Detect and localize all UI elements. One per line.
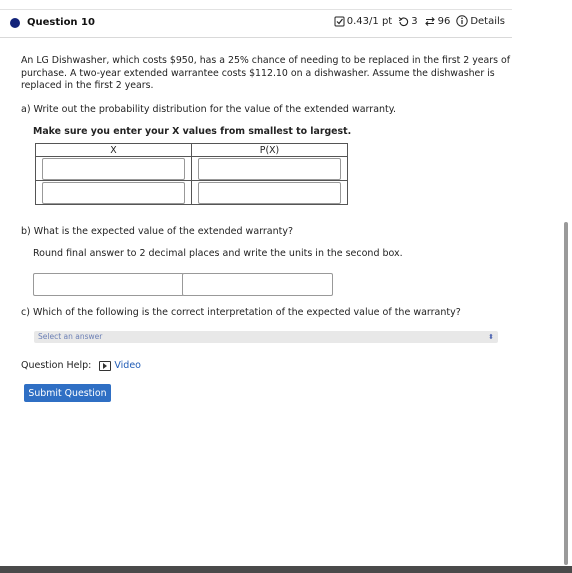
score-text: 0.43/1 pt	[346, 15, 393, 27]
table-cell	[36, 181, 192, 205]
retry-icon	[398, 16, 409, 27]
checkbox-icon	[334, 16, 345, 27]
expected-value-input[interactable]	[33, 273, 184, 296]
interpretation-select[interactable]	[34, 331, 498, 343]
question-help	[21, 360, 141, 371]
video-label: Video	[114, 360, 141, 371]
question-header	[0, 10, 512, 38]
px-value-input-2[interactable]	[198, 182, 341, 204]
attempts-count: 96	[437, 15, 451, 27]
x-value-input-2[interactable]	[42, 182, 185, 204]
details-button[interactable]	[456, 15, 505, 27]
swap-arrows-icon	[424, 16, 436, 27]
question-help-label: Question Help:	[21, 360, 92, 371]
column-header-x: X	[36, 144, 192, 157]
units-input[interactable]	[182, 273, 333, 296]
column-header-px: P(X)	[192, 144, 348, 157]
scrollbar[interactable]	[564, 222, 568, 565]
question-title: Question 10	[27, 17, 95, 28]
x-value-input-1[interactable]	[42, 158, 185, 180]
part-b-prompt: b) What is the expected value of the extended warranty?	[21, 226, 294, 237]
submit-question-button[interactable]: Submit Question	[24, 384, 111, 402]
part-a-instruction: Make sure you enter your X values from smallest to largest.	[33, 126, 352, 137]
px-value-input-1[interactable]	[198, 158, 341, 180]
details-label: Details	[470, 15, 505, 27]
table-row	[36, 157, 348, 181]
part-b-instruction: Round final answer to 2 decimal places and write the units in the second box.	[33, 248, 403, 259]
video-icon	[99, 361, 111, 371]
part-c-prompt: c) Which of the following is the correct interpretation of the expected value of the warranty?	[21, 307, 461, 318]
table-cell	[36, 157, 192, 181]
problem-statement: An LG Dishwasher, which costs $950, has a 25% chance of needing to be replaced in the first 2 years of purchase. A two-year extended warrantee costs $112.10 on a dishwasher. Assume the dishwasher is replaced in the first 2 years.	[21, 55, 511, 91]
table-cell	[192, 157, 348, 181]
table-row	[36, 181, 348, 205]
info-icon	[456, 15, 468, 27]
table-header-row	[36, 144, 348, 157]
status-dot-icon	[10, 18, 20, 28]
retries-count: 3	[411, 15, 418, 27]
video-link[interactable]	[99, 360, 141, 371]
select-placeholder: Select an answer	[38, 332, 103, 341]
bottom-bar	[0, 566, 572, 573]
chevron-updown-icon: ⬍	[488, 333, 494, 341]
part-a-prompt: a) Write out the probability distribution for the value of the extended warranty.	[21, 104, 397, 115]
question-meta	[334, 15, 505, 27]
distribution-table	[35, 143, 348, 205]
table-cell	[192, 181, 348, 205]
